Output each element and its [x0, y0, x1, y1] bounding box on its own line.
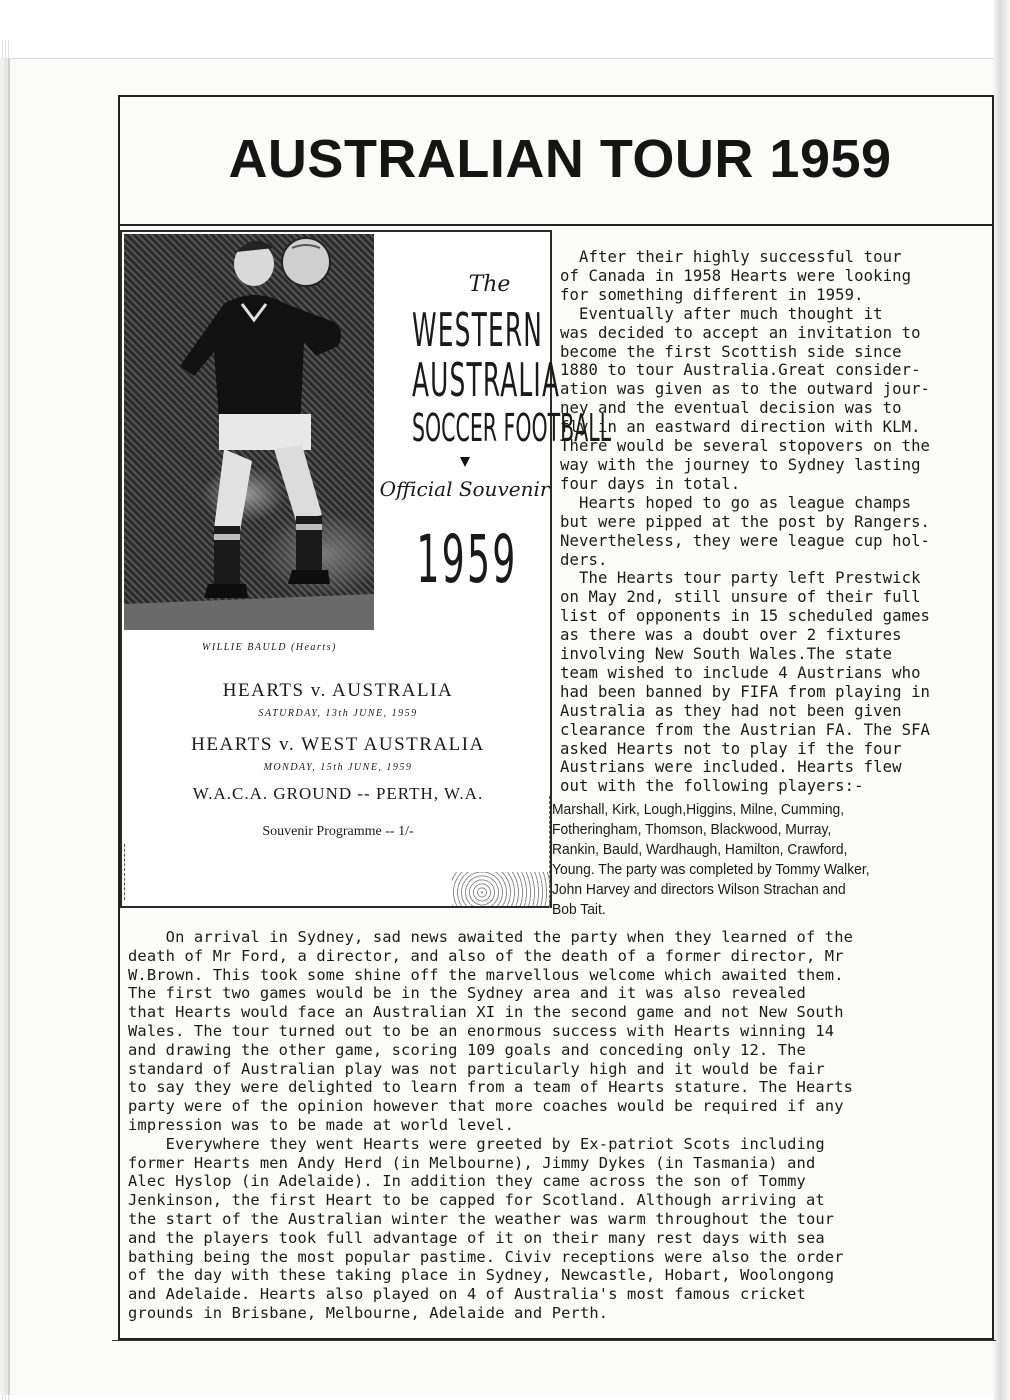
article-bottom-text: On arrival in Sydney, sad news awaited the party when they learned of the death of Mr Ford, a director, and also of the death of a former director, Mr W.Brown. This took some shine off the marvellous welcome which awaited them. The first two games would be in the Sydney area and it was also revealed that Hearts would face an Australian XI in the second game and not New South Wales. The tour turned out to be an enormous success with Hearts winning 14 and drawing the other game, scoring 109 goals and conceding only 12. The standard of Australian play was not particularly high and it would be fair to say they were delighted to learn from a team of Hearts stature. The Hearts party were of the opinion however that more coaches would be required if any impression was to be made at world level. Everywhere they went Hearts were greeted by Ex-patriot Scots including former Hearts men Andy Herd (in Melbourne), Jimmy Dykes (in Tasmania) and Alec Hyslop (in Adelaide). In addition they came across the son of Tommy Jenkinson, the first Heart to be capped for Scotland. Although arriving at the start of the Australian winter the weather was warm throughout the tour and the players took full advantage of it on their many rest days with sea bathing being the most popular pastime. Civiv receptions were also the order of the day with these taking place in Sydney, Newcastle, Hobart, Woolongong and Adelaide. Hearts also played on 4 of Australia's most famous cricket grounds in Brisbane, Melbourne, Adelaide and Perth.: [128, 928, 854, 1322]
fixture-2-date: MONDAY, 15th JUNE, 1959: [263, 762, 413, 773]
cover-speckle: [452, 872, 552, 906]
bottom-rule: [112, 1340, 996, 1341]
fixture-1-date: SATURDAY, 13th JUNE, 1959: [258, 708, 418, 719]
player-photo: [124, 234, 374, 630]
cover-the: The: [468, 272, 511, 297]
cover-dashed-edge: [124, 844, 126, 900]
player-silhouette: [124, 234, 374, 630]
down-triangle-icon: [460, 457, 470, 467]
page-title: AUSTRALIAN TOUR 1959: [228, 129, 892, 189]
fixture-2: HEARTS v. WEST AUSTRALIA: [191, 734, 485, 755]
fixture-1: HEARTS v. AUSTRALIA: [222, 680, 454, 701]
programme-cover-image: [120, 230, 612, 908]
venue: W.A.C.A. GROUND -- PERTH, W.A.: [192, 784, 484, 803]
title-divider: [120, 224, 992, 226]
cover-official-souvenir: Official Souvenir: [379, 477, 550, 501]
page-right-edge: [994, 0, 1010, 1400]
photo-caption: WILLIE BAULD (Hearts): [202, 642, 337, 653]
programme-price: Souvenir Programme -- 1/-: [262, 824, 414, 839]
cover-line-western: WESTERN: [412, 303, 544, 357]
cover-line-australia: AUSTRALIA: [412, 353, 561, 407]
column-divider: [549, 796, 550, 908]
players-list: Marshall, Kirk, Lough,Higgins, Milne, Cumming, Fotheringham, Thomson, Blackwood, Murray, Rankin, Bauld, Wardhaugh, Hamilton, Crawford, Young. The party was completed by Tommy Walker, John Harvey and directors Wilson Strachan and Bob Tait.: [552, 802, 870, 918]
article-right-column: After their highly successful tour of Canada in 1958 Hearts were looking for something different in 1959. Eventually after much thought it was decided to accept an invitation to become the first Scottish side since 1880 to tour Australia.Great consider- ation was given as to the outward jour- ney and the eventual decision was to fly in an eastward direction with KLM. There would be several stopovers on the way with the journey to Sydney lasting four days in total. Hearts hoped to go as league champs but were pipped at the post by Rangers. Nevertheless, they were league cup hol- ders. The Hearts tour party left Prestwick on May 2nd, still unsure of their full list of opponents in 15 scheduled games as there was a doubt over 2 fixtures involving New South Wales.The state team wished to include 4 Austrians who had been banned by FIFA from playing in Australia as they had not been given clearance from the Austrian FA. The SFA asked Hearts not to play if the four Austrians were included. Hearts flew out with the following players:-: [560, 248, 931, 796]
programme-title-block: [377, 272, 612, 598]
cover-year: 1959: [416, 521, 518, 598]
cover-line-soccer-football: SOCCER FOOTBALL: [412, 406, 612, 450]
